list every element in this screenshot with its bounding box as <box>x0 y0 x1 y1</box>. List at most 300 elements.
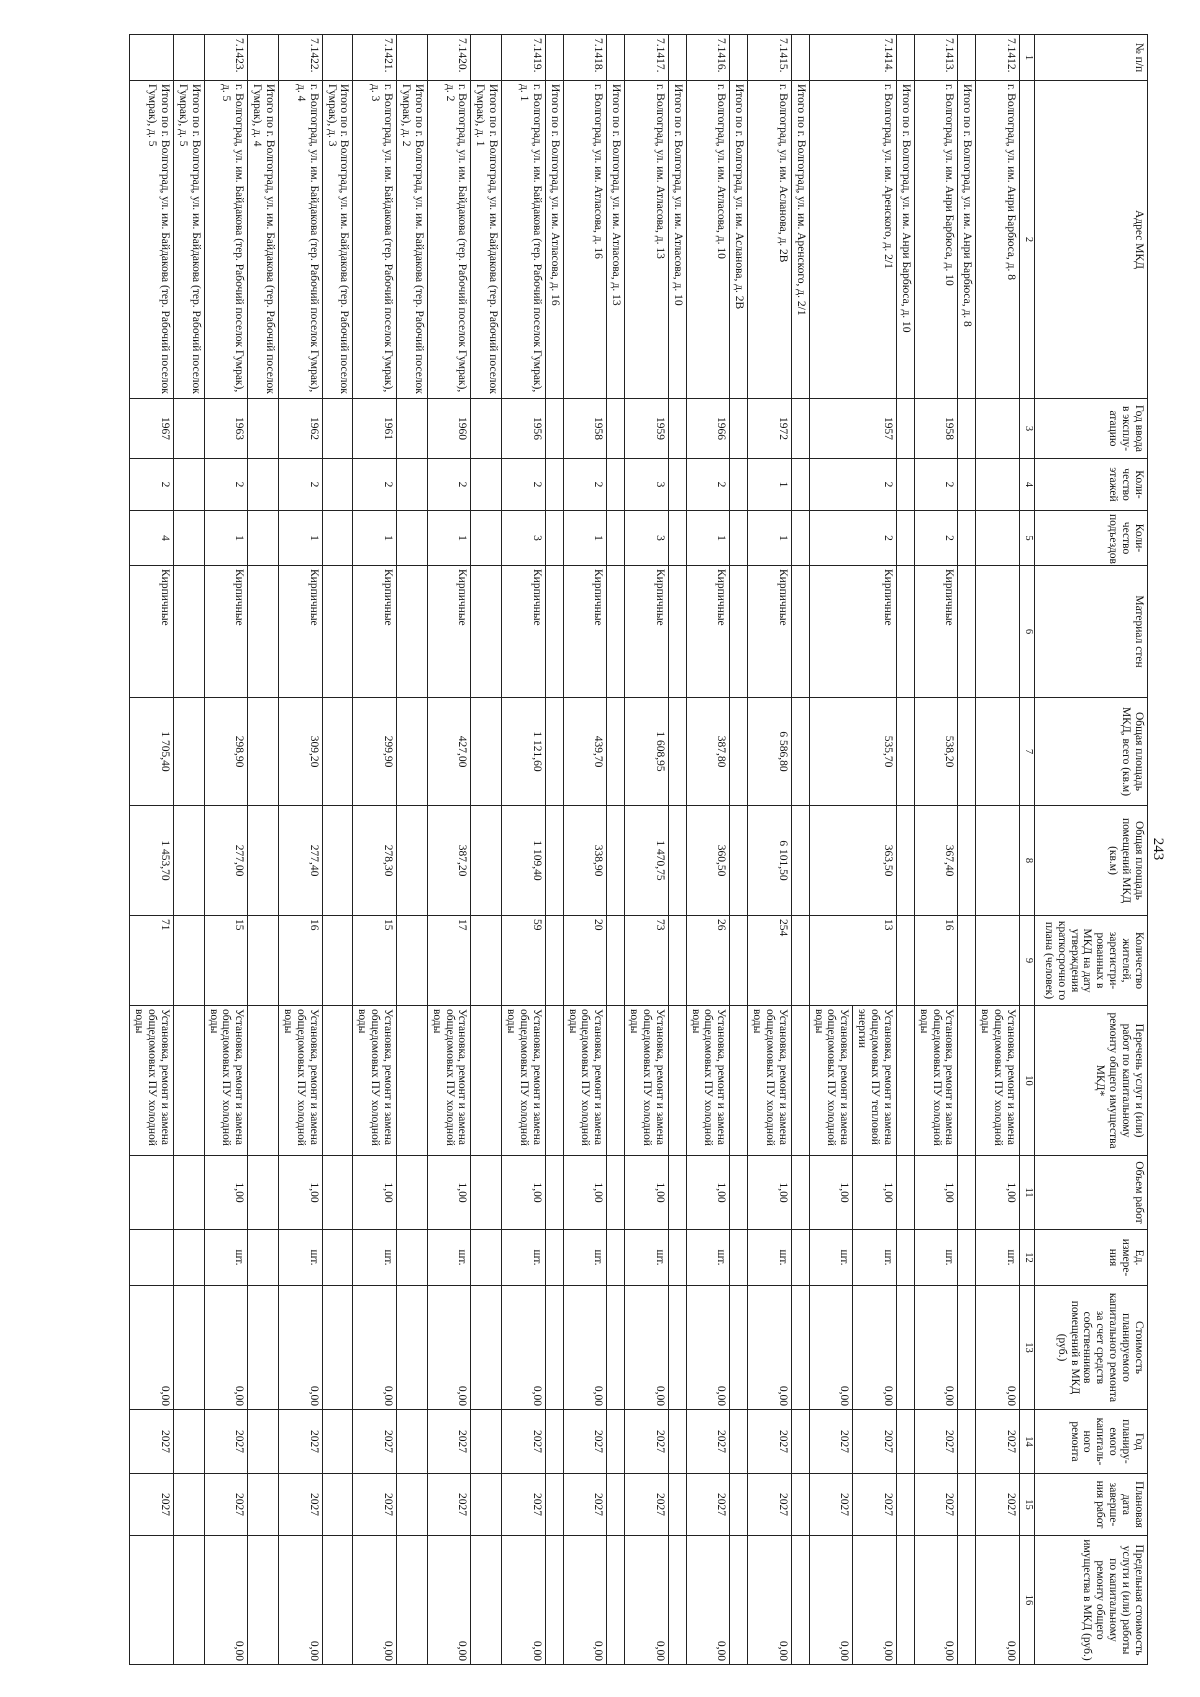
table-cell <box>607 1156 625 1230</box>
limit-cost-cell: 0,00 <box>563 1536 607 1665</box>
total-row <box>397 35 428 1665</box>
cost-cell: 0,00 <box>914 1286 958 1410</box>
area-total-cell <box>976 698 1020 806</box>
area-rooms-cell: 363,50 <box>809 806 896 916</box>
residents-cell: 15 <box>204 916 248 1006</box>
column-header: Перечень услуг и (или) работ по капитальному ремонту общего имущества МКД* <box>1035 1006 1148 1156</box>
entrances-cell: 1 <box>748 511 792 566</box>
table-cell <box>958 1156 976 1230</box>
work-name-cell: Установка, ремонт и замена общедомовых ПУ холодной воды <box>809 1006 853 1156</box>
cost-cell: 0,00 <box>809 1286 853 1410</box>
year-cell: 1958 <box>563 399 607 459</box>
floors-cell: 3 <box>625 459 669 511</box>
work-name-cell: Установка, ремонт и замена общедомовых ПУ холодной воды <box>625 1006 669 1156</box>
volume-cell: 1,00 <box>502 1156 546 1230</box>
table-cell <box>791 511 809 566</box>
table-row <box>976 35 1020 1665</box>
table-cell <box>897 1410 915 1474</box>
year-cell: 1962 <box>279 399 323 459</box>
column-header: Год планиру-емого капиталь-ного ремонта <box>1035 1410 1148 1474</box>
table-cell <box>668 1536 686 1665</box>
cost-cell: 0,00 <box>204 1286 248 1410</box>
work-name-cell: Установка, ремонт и замена общедомовых ПУ холодной воды <box>976 1006 1020 1156</box>
row-number: 7.1421. <box>353 35 397 81</box>
cost-cell: 0,00 <box>502 1286 546 1410</box>
year-cell <box>976 399 1020 459</box>
limit-cost-cell: 0,00 <box>625 1536 669 1665</box>
table-cell <box>607 1536 625 1665</box>
residents-cell: 17 <box>427 916 471 1006</box>
cost-cell: 0,00 <box>279 1286 323 1410</box>
table-cell <box>607 1474 625 1536</box>
column-number: 15 <box>1020 1474 1035 1536</box>
table-cell <box>668 35 686 81</box>
volume-cell: 1,00 <box>563 1156 607 1230</box>
table-row <box>686 35 730 1665</box>
repair-year-cell: 2027 <box>427 1410 471 1474</box>
table-cell <box>174 399 205 459</box>
wall-material-cell: Кирпичные <box>686 566 730 698</box>
residents-cell: 254 <box>748 916 792 1006</box>
table-cell <box>545 1410 563 1474</box>
unit-cell: шт. <box>204 1230 248 1286</box>
entrances-cell: 2 <box>914 511 958 566</box>
area-rooms-cell: 278,30 <box>353 806 397 916</box>
column-number: 3 <box>1020 399 1035 459</box>
table-cell <box>174 1410 205 1474</box>
column-number: 6 <box>1020 566 1035 698</box>
year-cell: 1966 <box>686 399 730 459</box>
table-cell <box>545 566 563 698</box>
work-name-cell: Установка, ремонт и замена общедомовых ПУ холодной воды <box>130 1006 174 1156</box>
table-cell <box>471 35 502 81</box>
table-cell <box>174 806 205 916</box>
work-name-cell: Установка, ремонт и замена общедомовых ПУ холодной воды <box>563 1006 607 1156</box>
table-cell <box>322 916 353 1006</box>
table-cell <box>471 1410 502 1474</box>
unit-cell: шт. <box>748 1230 792 1286</box>
table-cell <box>397 1474 428 1536</box>
end-date-cell: 2027 <box>976 1474 1020 1536</box>
table-cell <box>471 459 502 511</box>
volume-cell <box>130 1156 174 1230</box>
year-cell: 1957 <box>809 399 896 459</box>
table-cell <box>471 399 502 459</box>
repair-year-cell: 2027 <box>809 1410 853 1474</box>
repair-year-cell: 2027 <box>748 1410 792 1474</box>
year-cell: 1963 <box>204 399 248 459</box>
table-cell <box>668 1410 686 1474</box>
table-cell <box>545 511 563 566</box>
wall-material-cell: Кирпичные <box>809 566 896 698</box>
limit-cost-cell: 0,00 <box>353 1536 397 1665</box>
cost-cell: 0,00 <box>427 1286 471 1410</box>
column-header: Объем работ <box>1035 1156 1148 1230</box>
table-cell <box>897 1536 915 1665</box>
table-cell <box>897 35 915 81</box>
area-total-cell: 387,80 <box>686 698 730 806</box>
table-cell <box>248 1230 279 1286</box>
entrances-cell: 3 <box>502 511 546 566</box>
area-rooms-cell: 360,50 <box>686 806 730 916</box>
table-cell <box>471 1474 502 1536</box>
end-date-cell: 2027 <box>625 1474 669 1536</box>
table-cell <box>791 1156 809 1230</box>
entrances-cell: 1 <box>686 511 730 566</box>
year-cell: 1961 <box>353 399 397 459</box>
floors-cell: 2 <box>353 459 397 511</box>
address-cell: г. Волгоград, ул. им. Аренского, д. 2/1 <box>809 81 896 399</box>
residents-cell: 73 <box>625 916 669 1006</box>
work-name-cell: Установка, ремонт и замена общедомовых ПУ тепловой энергии <box>853 1006 897 1156</box>
unit-cell: шт. <box>353 1230 397 1286</box>
end-date-cell: 2027 <box>502 1474 546 1536</box>
volume-cell: 1,00 <box>686 1156 730 1230</box>
row-number: 7.1422. <box>279 35 323 81</box>
table-cell <box>730 698 748 806</box>
residents-cell: 20 <box>563 916 607 1006</box>
repair-year-cell: 2027 <box>976 1410 1020 1474</box>
table-cell <box>397 1156 428 1230</box>
area-rooms-cell: 277,00 <box>204 806 248 916</box>
address-cell: г. Волгоград, ул. им. Атласова, д. 10 <box>686 81 730 399</box>
residents-cell: 71 <box>130 916 174 1006</box>
table-cell <box>668 511 686 566</box>
table-cell <box>174 1230 205 1286</box>
table-cell <box>668 1286 686 1410</box>
area-total-cell: 1 121,60 <box>502 698 546 806</box>
volume-cell: 1,00 <box>748 1156 792 1230</box>
table-row <box>427 35 471 1665</box>
cost-cell: 0,00 <box>853 1286 897 1410</box>
column-number: 7 <box>1020 698 1035 806</box>
table-cell <box>607 566 625 698</box>
table-cell <box>958 566 976 698</box>
table-cell <box>958 459 976 511</box>
cost-cell: 0,00 <box>748 1286 792 1410</box>
column-number: 13 <box>1020 1286 1035 1410</box>
column-number: 2 <box>1020 81 1035 399</box>
wall-material-cell: Кирпичные <box>914 566 958 698</box>
area-total-cell: 299,90 <box>353 698 397 806</box>
limit-cost-cell: 0,00 <box>853 1536 897 1665</box>
table-cell <box>545 806 563 916</box>
column-number: 4 <box>1020 459 1035 511</box>
table-row <box>502 35 546 1665</box>
cost-cell: 0,00 <box>686 1286 730 1410</box>
end-date-cell: 2027 <box>809 1474 853 1536</box>
address-cell: г. Волгоград, ул. им. Анри Барбюса, д. 10 <box>914 81 958 399</box>
unit-cell: шт. <box>914 1230 958 1286</box>
table-cell <box>791 916 809 1006</box>
area-rooms-cell: 1 470,75 <box>625 806 669 916</box>
entrances-cell: 1 <box>204 511 248 566</box>
floors-cell: 2 <box>427 459 471 511</box>
table-cell <box>248 566 279 698</box>
table-cell <box>607 35 625 81</box>
table-row <box>853 35 897 1665</box>
total-row <box>958 35 976 1665</box>
row-number: 7.1418. <box>563 35 607 81</box>
table-cell <box>471 1006 502 1156</box>
table-cell <box>668 399 686 459</box>
table-cell <box>397 399 428 459</box>
table-cell <box>545 916 563 1006</box>
table-cell <box>958 916 976 1006</box>
table-cell <box>322 1536 353 1665</box>
year-cell: 1959 <box>625 399 669 459</box>
table-cell <box>668 1230 686 1286</box>
unit-cell <box>130 1230 174 1286</box>
volume-cell: 1,00 <box>853 1156 897 1230</box>
column-header: Предельная стоимость услуги и (или) работы по капитальному ремонту общего имущества в МКД (руб.) <box>1035 1536 1148 1665</box>
table-cell <box>545 459 563 511</box>
column-number: 11 <box>1020 1156 1035 1230</box>
total-label-cell: Итого по г. Волгоград, ул. им. Анри Барбюса, д. 8 <box>958 81 976 399</box>
address-cell: г. Волгоград, ул. им. Байдакова (тер. Рабочий поселок Гумрак), д. 1 <box>502 81 546 399</box>
table-cell <box>958 511 976 566</box>
wall-material-cell: Кирпичные <box>279 566 323 698</box>
address-cell: г. Волгоград, ул. им. Байдакова (тер. Рабочий поселок Гумрак), д. 5 <box>204 81 248 399</box>
table-cell <box>174 1286 205 1410</box>
area-rooms-cell: 1 109,40 <box>502 806 546 916</box>
table-cell <box>397 566 428 698</box>
address-cell: г. Волгоград, ул. им. Атласова, д. 16 <box>563 81 607 399</box>
table-cell <box>545 1286 563 1410</box>
table-cell <box>130 35 174 81</box>
volume-cell: 1,00 <box>204 1156 248 1230</box>
volume-cell: 1,00 <box>976 1156 1020 1230</box>
total-row <box>897 35 915 1665</box>
repair-year-cell: 2027 <box>625 1410 669 1474</box>
column-header: Общая площадь помещений МКД (кв.м) <box>1035 806 1148 916</box>
table-cell <box>322 459 353 511</box>
column-header: Стоимость планируемого капитального ремонта за счет средств собственников помещений в МКД (руб.) <box>1035 1286 1148 1410</box>
total-row <box>607 35 625 1665</box>
total-row <box>791 35 809 1665</box>
table-cell <box>730 399 748 459</box>
table-cell <box>897 1474 915 1536</box>
cost-cell: 0,00 <box>563 1286 607 1410</box>
total-label-cell: Итого по г. Волгоград, ул. им. Асланова, д. 2В <box>730 81 748 399</box>
cost-cell: 0,00 <box>976 1286 1020 1410</box>
table-row <box>914 35 958 1665</box>
table-cell <box>607 916 625 1006</box>
total-label-cell: Итого по г. Волгоград, ул. им. Атласова, д. 16 <box>545 81 563 399</box>
address-cell: г. Волгоград, ул. им. Атласова, д. 13 <box>625 81 669 399</box>
limit-cost-cell: 0,00 <box>914 1536 958 1665</box>
column-header: Общая площадь МКД, всего (кв.м) <box>1035 698 1148 806</box>
total-row <box>545 35 563 1665</box>
limit-cost-cell <box>130 1536 174 1665</box>
table-cell <box>248 1156 279 1230</box>
column-header: № п/п <box>1035 35 1148 81</box>
floors-cell: 2 <box>130 459 174 511</box>
column-number: 16 <box>1020 1536 1035 1665</box>
table-cell <box>791 566 809 698</box>
table-cell <box>471 806 502 916</box>
wall-material-cell <box>976 566 1020 698</box>
repair-year-cell: 2027 <box>279 1410 323 1474</box>
column-number: 8 <box>1020 806 1035 916</box>
table-cell <box>791 806 809 916</box>
area-total-cell: 427,00 <box>427 698 471 806</box>
table-cell <box>668 1474 686 1536</box>
register-table <box>129 34 1148 1665</box>
table-cell <box>322 1474 353 1536</box>
table-cell <box>471 1230 502 1286</box>
table-cell <box>471 1536 502 1665</box>
table-cell <box>174 1536 205 1665</box>
unit-cell: шт. <box>809 1230 853 1286</box>
entrances-cell: 4 <box>130 511 174 566</box>
floors-cell: 2 <box>809 459 896 511</box>
year-cell: 1972 <box>748 399 792 459</box>
column-header: Коли-чество этажей <box>1035 459 1148 511</box>
table-cell <box>897 566 915 698</box>
floors-cell: 2 <box>502 459 546 511</box>
table-cell <box>397 511 428 566</box>
total-row <box>730 35 748 1665</box>
column-header: Коли-чество подъездов <box>1035 511 1148 566</box>
table-cell <box>322 1286 353 1410</box>
year-cell: 1967 <box>130 399 174 459</box>
table-cell <box>397 35 428 81</box>
table-cell <box>668 698 686 806</box>
work-name-cell: Установка, ремонт и замена общедомовых ПУ холодной воды <box>204 1006 248 1156</box>
table-cell <box>668 916 686 1006</box>
floors-cell: 2 <box>563 459 607 511</box>
table-cell <box>322 806 353 916</box>
table-cell <box>397 1230 428 1286</box>
table-cell <box>174 698 205 806</box>
year-cell: 1958 <box>914 399 958 459</box>
limit-cost-cell: 0,00 <box>279 1536 323 1665</box>
table-cell <box>791 1230 809 1286</box>
address-cell: г. Волгоград, ул. им. Анри Барбюса, д. 8 <box>976 81 1020 399</box>
total-label-cell: Итого по г. Волгоград, ул. им. Байдакова (тер. Рабочий поселок Гумрак), д. 3 <box>322 81 353 399</box>
table-cell <box>791 1410 809 1474</box>
table-cell <box>248 35 279 81</box>
table-cell <box>668 459 686 511</box>
table-cell <box>322 399 353 459</box>
repair-year-cell: 2027 <box>130 1410 174 1474</box>
table-cell <box>545 1156 563 1230</box>
table-cell <box>730 1230 748 1286</box>
column-number: 9 <box>1020 916 1035 1006</box>
table-cell <box>897 399 915 459</box>
table-cell <box>545 698 563 806</box>
area-total-cell: 298,90 <box>204 698 248 806</box>
table-cell <box>897 1286 915 1410</box>
area-total-cell: 6 586,80 <box>748 698 792 806</box>
total-label-cell: Итого по г. Волгоград, ул. им. Атласова, д. 13 <box>607 81 625 399</box>
entrances-cell: 1 <box>353 511 397 566</box>
table-cell <box>791 1474 809 1536</box>
table-cell <box>958 1286 976 1410</box>
table-cell <box>322 511 353 566</box>
entrances-cell: 2 <box>809 511 896 566</box>
table-cell <box>897 511 915 566</box>
table-cell <box>174 1474 205 1536</box>
table-cell <box>174 459 205 511</box>
page-number: 243 <box>1150 837 1166 861</box>
area-total-cell: 439,70 <box>563 698 607 806</box>
wall-material-cell: Кирпичные <box>427 566 471 698</box>
end-date-cell: 2027 <box>279 1474 323 1536</box>
work-name-cell: Установка, ремонт и замена общедомовых ПУ холодной воды <box>279 1006 323 1156</box>
residents-cell: 15 <box>353 916 397 1006</box>
table-cell <box>897 1156 915 1230</box>
total-label-cell: Итого по г. Волгоград, ул. им. Байдакова (тер. Рабочий поселок Гумрак), д. 2 <box>397 81 428 399</box>
table-cell <box>958 35 976 81</box>
area-rooms-cell: 1 453,70 <box>130 806 174 916</box>
table-cell <box>791 1286 809 1410</box>
cost-cell: 0,00 <box>353 1286 397 1410</box>
table-cell <box>607 1006 625 1156</box>
row-number: 7.1420. <box>427 35 471 81</box>
table-cell <box>471 511 502 566</box>
volume-cell: 1,00 <box>353 1156 397 1230</box>
unit-cell: шт. <box>563 1230 607 1286</box>
table-cell <box>958 1410 976 1474</box>
work-name-cell: Установка, ремонт и замена общедомовых ПУ холодной воды <box>353 1006 397 1156</box>
table-cell <box>730 459 748 511</box>
limit-cost-cell: 0,00 <box>686 1536 730 1665</box>
table-cell <box>174 511 205 566</box>
table-cell <box>958 1536 976 1665</box>
end-date-cell: 2027 <box>748 1474 792 1536</box>
table-cell <box>322 1156 353 1230</box>
table-cell <box>248 1410 279 1474</box>
table-cell <box>730 511 748 566</box>
table-cell <box>545 1474 563 1536</box>
area-rooms-cell: 387,20 <box>427 806 471 916</box>
area-rooms-cell: 277,40 <box>279 806 323 916</box>
table-row <box>130 35 174 1665</box>
row-number: 7.1412. <box>976 35 1020 81</box>
table-cell <box>958 806 976 916</box>
wall-material-cell: Кирпичные <box>502 566 546 698</box>
unit-cell: шт. <box>853 1230 897 1286</box>
column-header: Год ввода в эксплу-атацию <box>1035 399 1148 459</box>
table-cell <box>730 1410 748 1474</box>
floors-cell: 2 <box>204 459 248 511</box>
total-label-cell: Итого по г. Волгоград, ул. им. Байдакова (тер. Рабочий поселок Гумрак), д. 5 <box>130 81 174 399</box>
table-cell <box>545 35 563 81</box>
cost-cell: 0,00 <box>130 1286 174 1410</box>
table-cell <box>607 806 625 916</box>
column-number: 12 <box>1020 1230 1035 1286</box>
floors-cell: 2 <box>686 459 730 511</box>
table-cell <box>730 1474 748 1536</box>
table-cell <box>248 1286 279 1410</box>
entrances-cell: 1 <box>279 511 323 566</box>
table-cell <box>791 698 809 806</box>
limit-cost-cell: 0,00 <box>976 1536 1020 1665</box>
table-row <box>748 35 792 1665</box>
table-cell <box>322 35 353 81</box>
total-label-cell: Итого по г. Волгоград, ул. им. Аренского, д. 2/1 <box>791 81 809 399</box>
limit-cost-cell: 0,00 <box>204 1536 248 1665</box>
repair-year-cell: 2027 <box>502 1410 546 1474</box>
table-cell <box>958 1006 976 1156</box>
column-header: Материал стен <box>1035 566 1148 698</box>
end-date-cell: 2027 <box>353 1474 397 1536</box>
table-cell <box>791 459 809 511</box>
table-cell <box>545 1536 563 1665</box>
column-number: 1 <box>1020 35 1035 81</box>
